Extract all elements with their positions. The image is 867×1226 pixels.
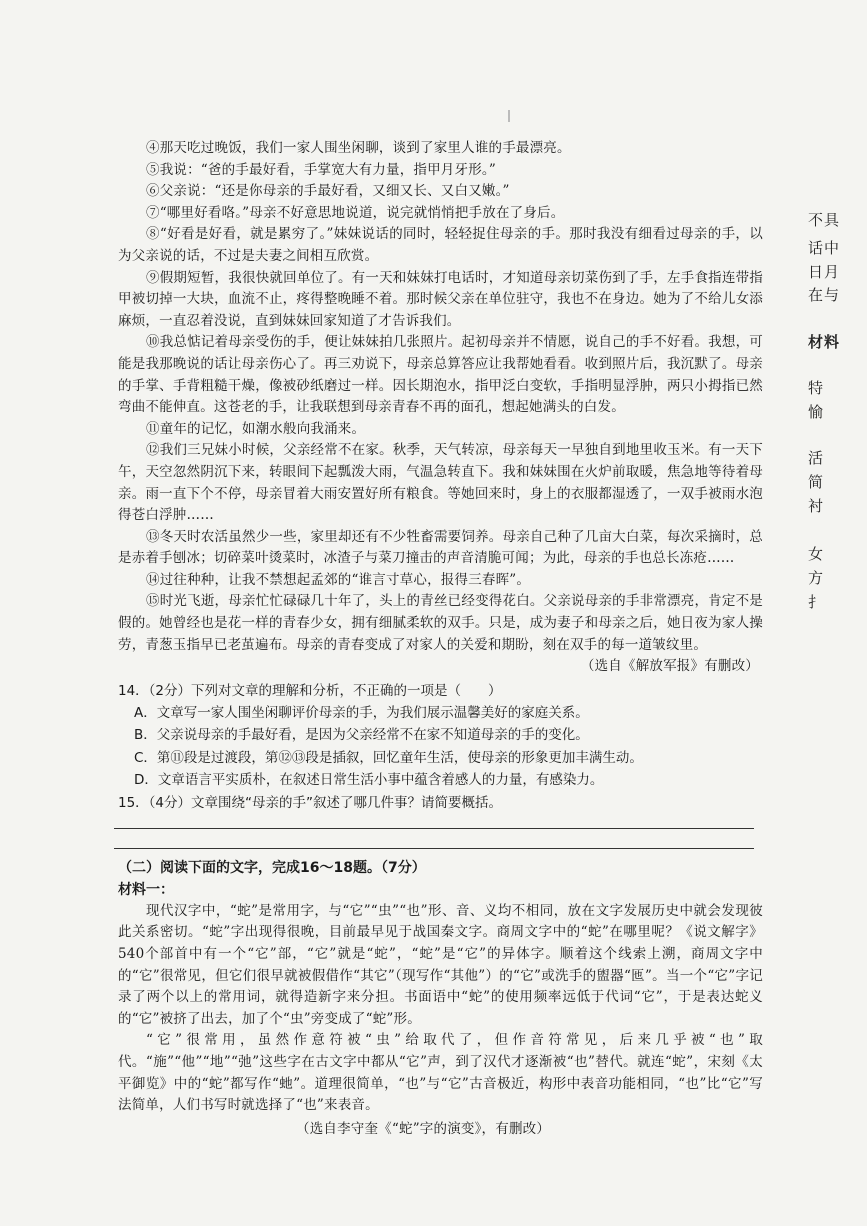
margin-fragment: 扌 — [808, 593, 825, 611]
margin-fragment: 活 — [808, 449, 825, 467]
question-14-option-d: D．文章语言平实质朴，在叙述日常生活小事中蕴含着感人的力量，有感染力。 — [134, 772, 604, 789]
paragraph-15: ⑮时光飞逝，母亲忙忙碌碌几十年了，头上的青丝已经变得花白。父亲说母亲的手非常漂亮，肯定不是假的。她曾经也是花一样的青春少女，拥有细腻柔软的双手。只是，成为妻子和母亲之后，她日夜为家人操劳，青葱玉指早已老茧遍布。母亲的青春变成了对家人的关爱和期盼，刻在双手的每一道皱纹里。 — [118, 593, 763, 653]
margin-fragment: 女 — [808, 545, 825, 563]
margin-fragment: 话中 — [808, 239, 841, 257]
main-column — [118, 138, 763, 1140]
margin-fragment: 衬 — [808, 497, 825, 515]
question-15-stem: 15．（4分）文章围绕“母亲的手”叙述了哪几件事？请简要概括。 — [118, 794, 503, 811]
question-14-option-b: B．父亲说母亲的手最好看，是因为父亲经常不在家不知道母亲的手的变化。 — [134, 727, 589, 744]
paragraph-4: ④那天吃过晚饭，我们一家人围坐闲聊，谈到了家里人谁的手最漂亮。 — [146, 140, 571, 156]
paragraph-13: ⑬冬天时农活虽然少一些，家里却还有不少牲畜需要饲养。母亲自己种了几亩大白菜，每次采摘时，总是赤着手刨冰；切碎菜叶烫菜时，冰渣子与菜刀撞击的声音清脆可闻；为此，母亲的手也总长冻疮…… — [118, 528, 763, 567]
paragraph-5: ⑤我说：“爸的手最好看，手掌宽大有力量，指甲月牙形。” — [146, 161, 496, 178]
scan-mark — [508, 110, 510, 122]
section-2-heading: （二）阅读下面的文字，完成16～18题。（7分） — [118, 859, 426, 876]
question-14-option-a: A．文章写一家人围坐闲聊评价母亲的手，为我们展示温馨美好的家庭关系。 — [134, 704, 589, 721]
paragraph-8: ⑧“好看是好看，就是累穷了。”妹妹说话的同时，轻轻捉住母亲的手。那时我没有细看过母亲的手，以为父亲说的话，不过是夫妻之间相互欣赏。 — [118, 226, 763, 264]
paragraph-7: ⑦“哪里好看咯。”母亲不好意思地说道，说完就悄悄把手放在了身后。 — [146, 204, 565, 221]
margin-fragment: 愉 — [808, 403, 825, 421]
margin-fragment: 简 — [808, 473, 825, 491]
paragraph-6: ⑥父亲说：“还是你母亲的手最好看，又细又长、又白又嫩。” — [146, 183, 510, 200]
margin-fragment: 材料 — [808, 333, 841, 351]
margin-fragment: 方 — [808, 569, 825, 587]
material-1-paragraph-1: 现代汉字中，“蛇”是常用字，与“它”“虫”“也”形、音、义均不相同，放在文字发展历史中就会发现彼此关系密切。“蛇”字出现得很晚，目前最早见于战国秦文字。商周文字中的“蛇”在哪里呢？《说文解字》540个部首中有一个“它”部，“它”就是“蛇”，“蛇”是“它”的异体字。顺着这个线索上溯，商周文字中的“它”很常见，但它们很早就被假借作“其它”（现写作“其他”）的“它”或洗手的盥器“匜”。当一个“它”字记录了两个以上的常用词，就得造新字来分担。书面语中“蛇”的使用频率远低于代词“它”，于是表达蛇义的“它”被挤了出去，加了个“虫”旁变成了“蛇”形。 — [118, 902, 763, 1027]
paragraph-12: ⑫我们三兄妹小时候，父亲经常不在家。秋季，天气转凉，母亲每天一早独自到地里收玉米。有一天下午，天空忽然阴沉下来，转眼间下起瓢泼大雨，气温急转直下。我和妹妹围在火炉前取暖，焦急地等待着母亲。雨一直下个不停，母亲冒着大雨安置好所有粮食。等她回来时，身上的衣服都湿透了，一双手被雨水泡得苍白浮肿…… — [118, 442, 763, 524]
paragraph-9: ⑨假期短暂，我很快就回单位了。有一天和妹妹打电话时，才知道母亲切菜伤到了手，左手食指连带指甲被切掉一大块，血流不止，疼得整晚睡不着。那时候父亲在单位驻守，我也不在身边。她为了不给儿女添麻烦，一直忍着没说，直到妹妹回家知道了才告诉我们。 — [118, 269, 763, 329]
paragraph-14: ⑭过往种种，让我不禁想起孟郊的“谁言寸草心，报得三春晖”。 — [146, 571, 531, 588]
article-source: （选自《解放军报》有删改） — [580, 658, 759, 675]
margin-fragment: 特 — [808, 379, 825, 397]
question-14-option-c: C．第⑪段是过渡段，第⑫⑬段是插叙，回忆童年生活，使母亲的形象更加丰满生动。 — [134, 749, 643, 766]
paragraph-10: ⑩我总惦记着母亲受伤的手，便让妹妹拍几张照片。起初母亲并不情愿，说自己的手不好看。我想，可能是我那晚说的话让母亲伤心了。再三劝说下，母亲总算答应让我帮她看看。收到照片后，我沉默了。母亲的手掌、手背粗糙干燥，像被砂纸磨过一样。因长期泡水，指甲泛白变软，手指明显浮肿，两只小拇指已然弯曲不能伸直。这苍老的手，让我联想到母亲青春不再的面孔，想起她满头的白发。 — [118, 334, 763, 416]
material-1-label: 材料一： — [118, 881, 174, 898]
paragraph-11: ⑪童年的记忆，如潮水般向我涌来。 — [146, 420, 366, 437]
material-1-source: （选自李守奎《“蛇”字的演变》，有删改） — [296, 1120, 551, 1137]
material-1-paragraph-2: “它”很常用，虽然作意符被“虫”给取代了，但作音符常见，后来几乎被“也”取代。“施”“他”“地”“弛”这些字在古文字中都从“它”声，到了汉代才逐渐被“也”替代。就连“蛇”，宋刻《太平御览》中的“蛇”都写作“虵”。道理很简单，“也”与“它”古音极近，构形中表音功能相同，“也”比“它”写法简单，人们书写时就选择了“也”来表音。 — [118, 1032, 763, 1114]
margin-fragment: 不具 — [808, 211, 841, 229]
margin-fragment: 日月 — [808, 263, 841, 281]
question-14-stem: 14．（2分）下列对文章的理解和分析，不正确的一项是（ ） — [118, 682, 502, 699]
margin-fragment: 在与 — [808, 286, 841, 304]
